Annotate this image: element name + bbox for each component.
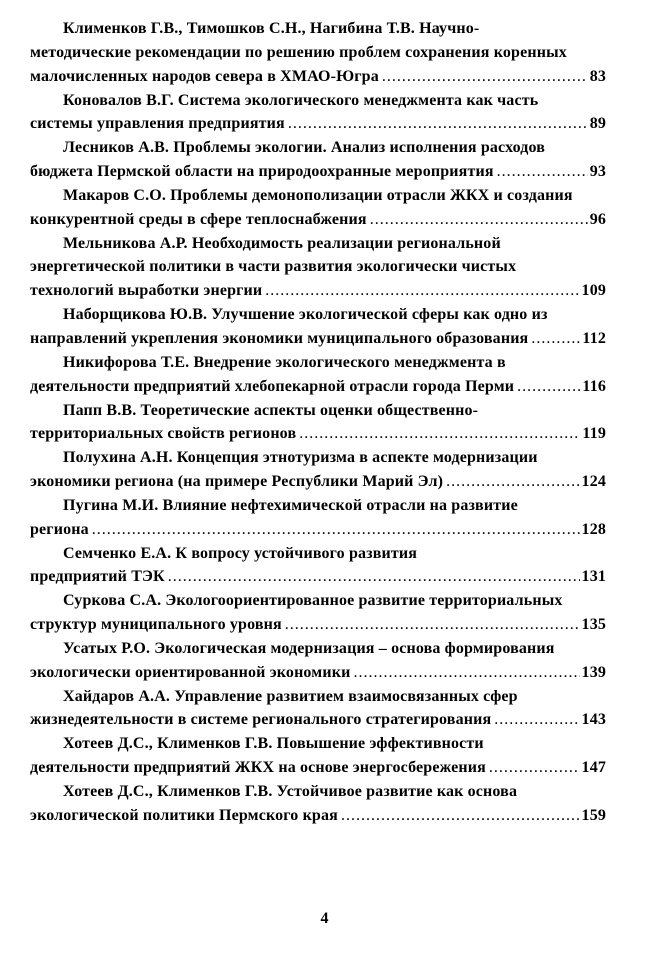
toc-entry xyxy=(30,494,606,542)
toc-entry-line: методические рекомендации по решению проблем сохранения коренных xyxy=(30,43,567,61)
toc-entry-title: Хотеев Д.С., Клименков Г.В. Устойчивое развитие как основа xyxy=(63,783,518,800)
toc-page-ref: 93 xyxy=(589,163,606,181)
dot-leader xyxy=(341,804,580,828)
toc-page-ref: 83 xyxy=(589,67,606,85)
toc-entry-line xyxy=(30,160,606,184)
toc-entry-line xyxy=(30,279,606,303)
dot-leader xyxy=(517,375,580,399)
dot-leader xyxy=(285,613,580,637)
dot-leader xyxy=(299,422,580,446)
dot-leader xyxy=(168,565,580,589)
toc-entry-line xyxy=(30,565,606,589)
toc-entry-title: Наборщикова Ю.В. Улучшение экологической сферы как одно из xyxy=(63,306,548,324)
toc-entry-text: предприятий ТЭК xyxy=(30,568,165,586)
toc-entry-line xyxy=(30,65,606,89)
toc-entry xyxy=(30,732,606,780)
toc-entry-title: Никифорова Т.Е. Внедрение экологического менеджмента в xyxy=(63,353,506,371)
toc-page-ref: 128 xyxy=(581,520,606,538)
toc-entry-line xyxy=(30,661,606,685)
toc-entry-title: Суркова С.А. Экологоориентированное развитие территориальных xyxy=(63,592,563,610)
toc-page-ref: 143 xyxy=(581,711,606,729)
toc-entry-text: территориальных свойств регионов xyxy=(30,425,297,443)
toc-page-ref: 139 xyxy=(581,663,606,681)
toc-entry-line xyxy=(30,422,606,446)
toc-entry xyxy=(30,303,606,351)
toc-page-ref: 89 xyxy=(589,115,606,133)
toc-entry-title: Клименков Г.В., Тимошков С.Н., Нагибина Т.В. Научно- xyxy=(63,20,480,37)
toc-entry-text: малочисленных народов севера в ХМАО-Югра xyxy=(30,67,379,85)
toc-entry-text: деятельности предприятий хлебопекарной отрасли города Перми xyxy=(30,377,515,395)
dot-leader xyxy=(489,756,580,780)
dot-leader xyxy=(446,470,579,494)
toc-entry-line xyxy=(30,804,606,828)
toc-entry-line xyxy=(30,208,606,232)
toc-page-ref: 116 xyxy=(582,377,606,395)
toc-entry xyxy=(30,351,606,399)
toc-entry-line xyxy=(30,708,606,732)
toc-page-ref: 159 xyxy=(581,806,606,824)
toc-entry xyxy=(30,542,606,590)
dot-leader xyxy=(531,327,580,351)
toc-entry-line xyxy=(30,518,606,542)
toc-entry-title: Полухина А.Н. Концепция этнотуризма в аспекте модернизации xyxy=(63,449,538,467)
toc-entry-title: Хайдаров А.А. Управление развитием взаимосвязанных сфер xyxy=(63,687,518,705)
toc-entry-text: структур муниципального уровня xyxy=(30,616,282,634)
toc-entry-line xyxy=(30,613,606,637)
toc-entry-text: технологий выработки энергии xyxy=(30,282,263,300)
toc-entry xyxy=(30,17,606,89)
toc-entry-title: Коновалов В.Г. Система экологического менеджмента как часть xyxy=(63,91,539,109)
toc-entry xyxy=(30,780,606,828)
toc-entry-line: энергетической политики в части развития экологически чистых xyxy=(30,258,517,276)
toc-entry-line xyxy=(30,112,606,136)
toc-entry-line xyxy=(30,375,606,399)
toc-page-ref: 96 xyxy=(589,210,606,228)
toc-entry-line xyxy=(30,756,606,780)
toc-entry xyxy=(30,446,606,494)
toc-entry xyxy=(30,89,606,137)
toc-page-ref: 135 xyxy=(581,616,606,634)
toc-page-ref: 112 xyxy=(582,329,606,347)
toc-page-ref: 119 xyxy=(582,425,606,443)
toc-entry-title: Пугина М.И. Влияние нефтехимической отрасли на развитие xyxy=(63,496,518,514)
toc-entry xyxy=(30,685,606,733)
toc-entry-text: конкурентной среды в сфере теплоснабжения xyxy=(30,210,367,228)
toc-entry xyxy=(30,399,606,447)
toc-page-ref: 131 xyxy=(581,568,606,586)
toc-entry-text: экологической политики Пермского края xyxy=(30,806,338,824)
toc-entry xyxy=(30,637,606,685)
toc-entry-title: Папп В.В. Теоретические аспекты оценки общественно- xyxy=(63,401,479,419)
dot-leader xyxy=(497,160,588,184)
toc-entry-title: Мельникова А.Р. Необходимость реализации региональной xyxy=(63,234,501,252)
dot-leader xyxy=(382,65,588,89)
toc-entry-text: направлений укрепления экономики муниципального образования xyxy=(30,329,529,347)
toc-entry xyxy=(30,184,606,232)
dot-leader xyxy=(92,518,580,542)
toc-entry xyxy=(30,589,606,637)
dot-leader xyxy=(353,661,579,685)
dot-leader xyxy=(494,708,579,732)
page-number: 4 xyxy=(320,910,329,927)
toc-entry-title: Усатых Р.О. Экологическая модернизация – основа формирования xyxy=(63,639,555,657)
toc-entry-line xyxy=(30,470,606,494)
toc-entry-text: системы управления предприятия xyxy=(30,115,285,133)
dot-leader xyxy=(370,208,588,232)
toc-entry-text: бюджета Пермской области на природоохранные мероприятия xyxy=(30,163,494,181)
toc-page-ref: 109 xyxy=(581,282,606,300)
dot-leader xyxy=(288,112,588,136)
toc-entry xyxy=(30,232,606,304)
toc-entry-line xyxy=(30,327,606,351)
dot-leader xyxy=(265,279,579,303)
toc-entry-text: экологически ориентированной экономики xyxy=(30,663,351,681)
toc-entry xyxy=(30,136,606,184)
toc-page-ref: 147 xyxy=(581,759,606,777)
table-of-contents xyxy=(30,17,606,828)
toc-entry-text: экономики региона (на примере Республики Марий Эл) xyxy=(30,473,444,491)
toc-entry-text: региона xyxy=(30,520,89,538)
toc-entry-title: Семченко Е.А. К вопросу устойчивого развития xyxy=(63,544,418,562)
toc-entry-text: деятельности предприятий ЖКХ на основе энергосбережения xyxy=(30,759,486,777)
toc-entry-title: Лесников А.В. Проблемы экологии. Анализ исполнения расходов xyxy=(63,139,546,157)
toc-entry-title: Макаров С.О. Проблемы демонополизации отрасли ЖКХ и создания xyxy=(63,186,573,204)
toc-entry-text: жизнедеятельности в системе регионального стратегирования xyxy=(30,711,492,729)
toc-page-ref: 124 xyxy=(581,473,606,491)
toc-entry-title: Хотеев Д.С., Клименков Г.В. Повышение эффективности xyxy=(63,735,484,753)
